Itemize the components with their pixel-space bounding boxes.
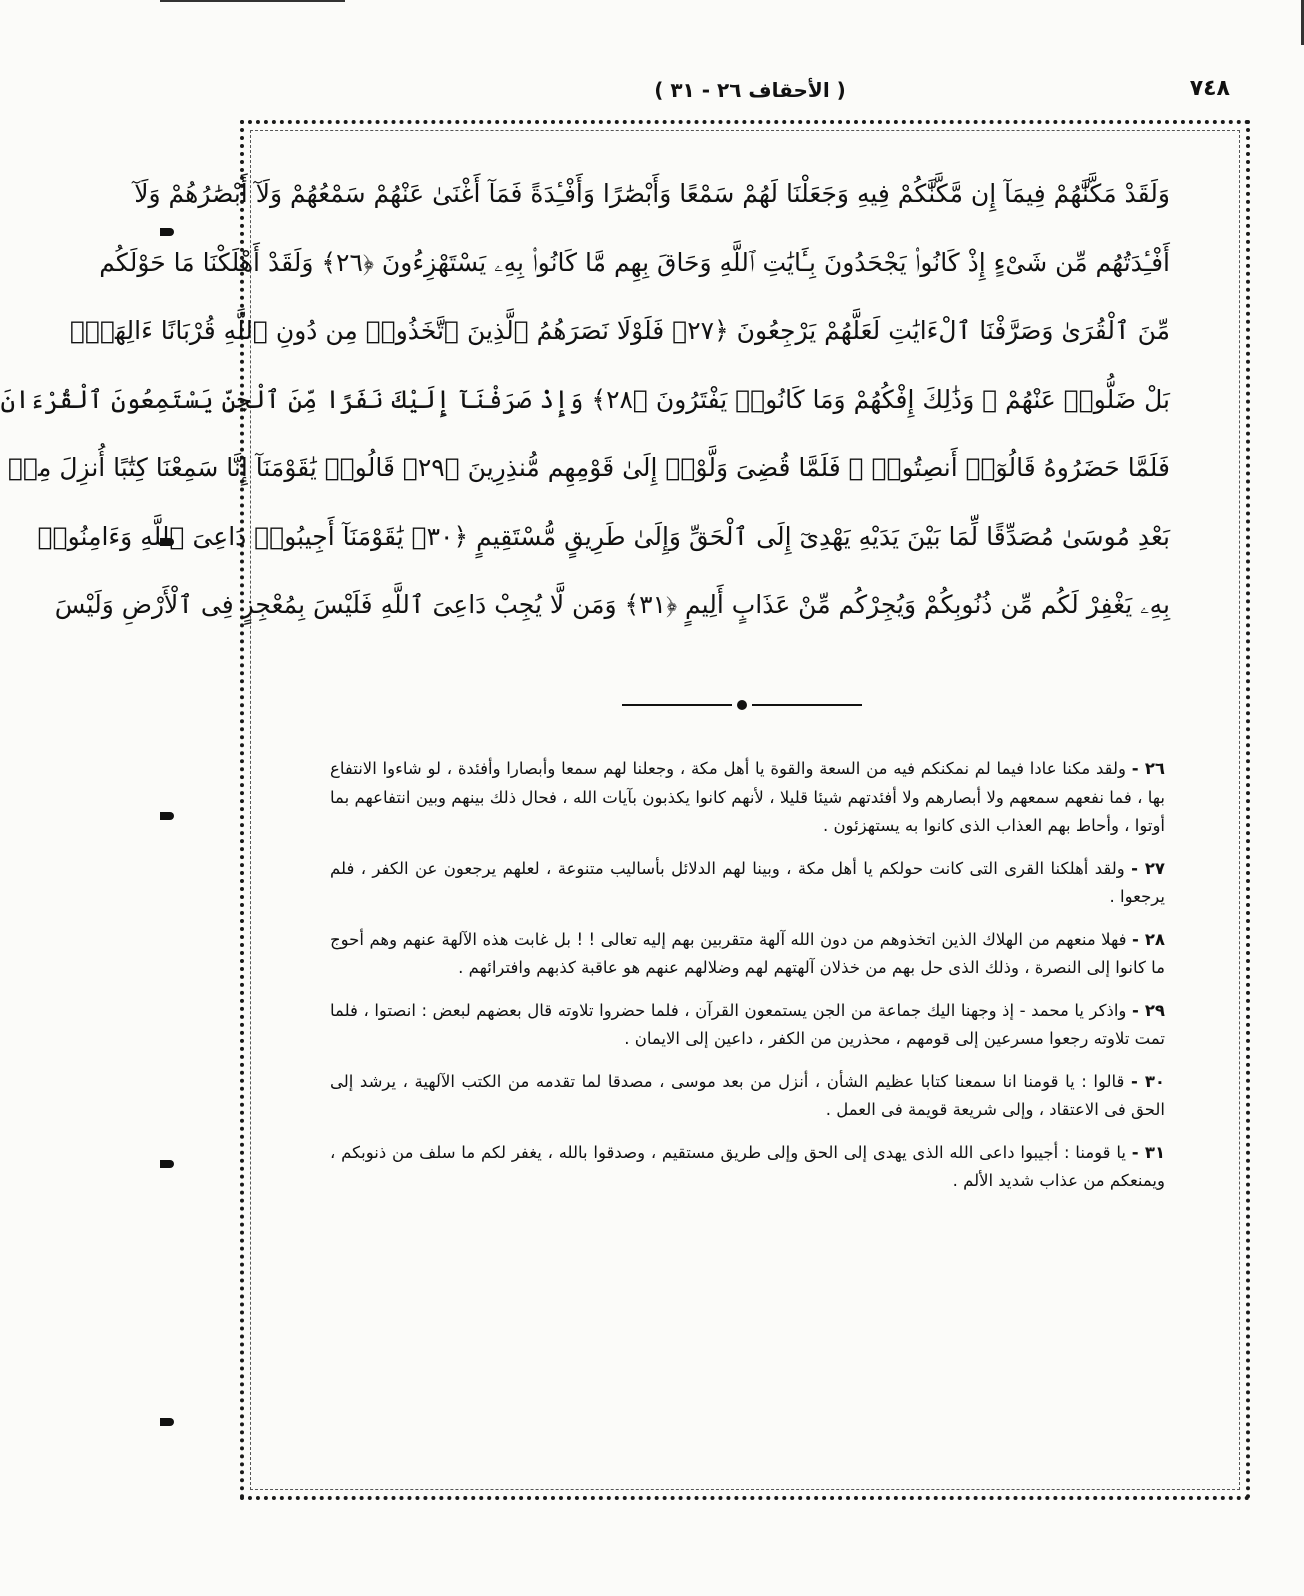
note-number: ٢٩ - xyxy=(1131,1000,1166,1020)
separator-dot xyxy=(737,700,747,710)
verse-line: أَفْـِٔدَتُهُم مِّن شَىْءٍ إِذْ كَانُوا۟ يَجْحَدُونَ بِـَٔايَٰتِ ٱللَّهِ وَحَاقَ بِهِم مَّا كَانُوا۟ بِهِۦ يَسْتَهْزِءُونَ ﴿٢٦﴾ وَلَقَدْ أَهْلَكْنَا مَا حَوْلَكُم xyxy=(99,247,1170,277)
verse-line: وَلَقَدْ مَكَّنَّٰهُمْ فِيمَآ إِن مَّكَّنَّٰكُمْ فِيهِ وَجَعَلْنَا لَهُمْ سَمْعًا وَأَبْصَٰرًا وَأَفْـِٔدَةً فَمَآ أَغْنَىٰ عَنْهُمْ سَمْعُهُمْ وَلَآ أَبْصَٰرُهُمْ وَلَآ xyxy=(134,179,1170,208)
verse-line: بَلْ ضَلُّوا۟ عَنْهُمْ ۚ وَذَٰلِكَ إِفْكُهُمْ وَمَا كَانُوا۟ يَفْتَرُونَ ﴿٢٨﴾ وَإِذْ صَرَفْنَآ إِلَيْكَ نَفَرًا مِّنَ ٱلْجِنِّ يَسْتَمِعُونَ ٱلْقُرْءَانَ xyxy=(0,384,1170,414)
commentary-note-26 xyxy=(330,755,1165,841)
note-text: ولقد أهلكنا القرى التى كانت حولكم يا أهل مكة ، وبينا لهم الدلائل بأساليب متنوعة ، لعلهم يرجعون عن الكفر ، فلم يرجعوا . xyxy=(330,858,1165,906)
note-text: قالوا : يا قومنا انا سمعنا كتابا عظيم الشأن ، أنزل من بعد موسى ، مصدقا لما تقدمه من الكتب الآلهية ، يرشد إلى الحق فى الاعتقاد ، وإلى شريعة قويمة فى العمل . xyxy=(330,1071,1165,1119)
note-number: ٣٠ - xyxy=(1130,1071,1165,1091)
note-number: ٢٨ - xyxy=(1132,929,1166,949)
tafsir-commentary xyxy=(330,755,1165,1210)
note-text: يا قومنا : أجيبوا داعى الله الذى يهدى إلى الحق وإلى طريق مستقيم ، وصدقوا بالله ، يغفر لكم ما سلف من ذنوبكم ، ويمنعكم من عذاب شديد الألم . xyxy=(330,1142,1165,1190)
binding-mark xyxy=(160,812,174,820)
note-text: فهلا منعهم من الهلاك الذين اتخذوهم من دون الله آلهة متقربين بهم إليه تعالى ! ! بل غابت هذه الآلهة عنهم وهم أحوج ما كانوا إلى النصرة ، وذلك الذى حل بهم من خذلان آلهتهم لهم وضلالهم عنهم هو عاقبة كذبهم وافترائهم . xyxy=(330,929,1165,977)
note-text: ولقد مكنا عادا فيما لم نمكنكم فيه من السعة والقوة يا أهل مكة ، وجعلنا لهم سمعا وأبصارا وأفئدة ، لو شاءوا الانتفاع بها ، فما نفعهم سمعهم ولا أبصارهم ولا أفئدتهم شيئا قليلا ، لأنهم كانوا يكذبون بآيات الله ، فحال ذلك بينهم وبين انتفاعهم بما أوتوا ، وأحاط بهم العذاب الذى كانوا به يستهزئون . xyxy=(330,759,1165,835)
binding-mark xyxy=(160,1160,174,1168)
note-number: ٣١ - xyxy=(1131,1142,1166,1162)
note-text: واذكر يا محمد - إذ وجهنا اليك جماعة من الجن يستمعون القرآن ، فلما حضروا تلاوته قال بعضهم لبعض : انصتوا ، فلما تمت تلاوته رجعوا مسرعين إلى قومهم ، محذرين من الكفر ، داعين إلى الايمان . xyxy=(330,1000,1165,1048)
verse-line: فَلَمَّا حَضَرُوهُ قَالُوٓا۟ أَنصِتُوا۟ ۖ فَلَمَّا قُضِىَ وَلَّوْا۟ إِلَىٰ قَوْمِهِم مُّنذِرِينَ ﴿٢٩﴾ قَالُوا۟ يَٰقَوْمَنَآ إِنَّا سَمِعْنَا كِتَٰبًا أُنزِلَ مِنۢ xyxy=(8,453,1170,482)
note-number: ٢٦ - xyxy=(1131,759,1166,778)
commentary-note-31 xyxy=(330,1139,1165,1196)
commentary-note-29 xyxy=(330,997,1165,1054)
top-scan-rule xyxy=(160,0,345,2)
quran-verses xyxy=(0,160,1170,640)
verse-line: مِّنَ ٱلْقُرَىٰ وَصَرَّفْنَا ٱلْءَايَٰتِ لَعَلَّهُمْ يَرْجِعُونَ ﴿٢٧﴾ فَلَوْلَا نَصَرَهُمُ ٱلَّذِينَ ٱتَّخَذُوا۟ مِن دُونِ ٱللَّهِ قُرْبَانًا ءَالِهَةًۢ xyxy=(69,316,1170,345)
binding-mark xyxy=(160,1418,174,1426)
page-header xyxy=(270,76,1230,116)
commentary-note-30 xyxy=(330,1068,1165,1125)
section-separator xyxy=(622,700,862,710)
surah-range-title: ( الأحقاف ٢٦ - ٣١ ) xyxy=(654,78,846,102)
page-number: ٧٤٨ xyxy=(1189,76,1230,101)
note-number: ٢٧ - xyxy=(1131,858,1166,878)
verse-line: بَعْدِ مُوسَىٰ مُصَدِّقًا لِّمَا بَيْنَ يَدَيْهِ يَهْدِىٓ إِلَى ٱلْحَقِّ وَإِلَىٰ طَرِيقٍ مُّسْتَقِيمٍ ﴿٣٠﴾ يَٰقَوْمَنَآ أَجِيبُوا۟ دَاعِىَ ٱللَّهِ وَءَامِنُوا۟ xyxy=(37,521,1170,551)
separator-line xyxy=(622,704,732,706)
commentary-note-28 xyxy=(330,926,1165,983)
verse-line: بِهِۦ يَغْفِرْ لَكُم مِّن ذُنُوبِكُمْ وَيُجِرْكُم مِّنْ عَذَابٍ أَلِيمٍ ﴿٣١﴾ وَمَن لَّا يُجِبْ دَاعِىَ ٱللَّهِ فَلَيْسَ بِمُعْجِزٍ فِى ٱلْأَرْضِ وَلَيْسَ xyxy=(54,590,1170,619)
separator-line xyxy=(752,704,862,706)
commentary-note-27 xyxy=(330,855,1165,912)
